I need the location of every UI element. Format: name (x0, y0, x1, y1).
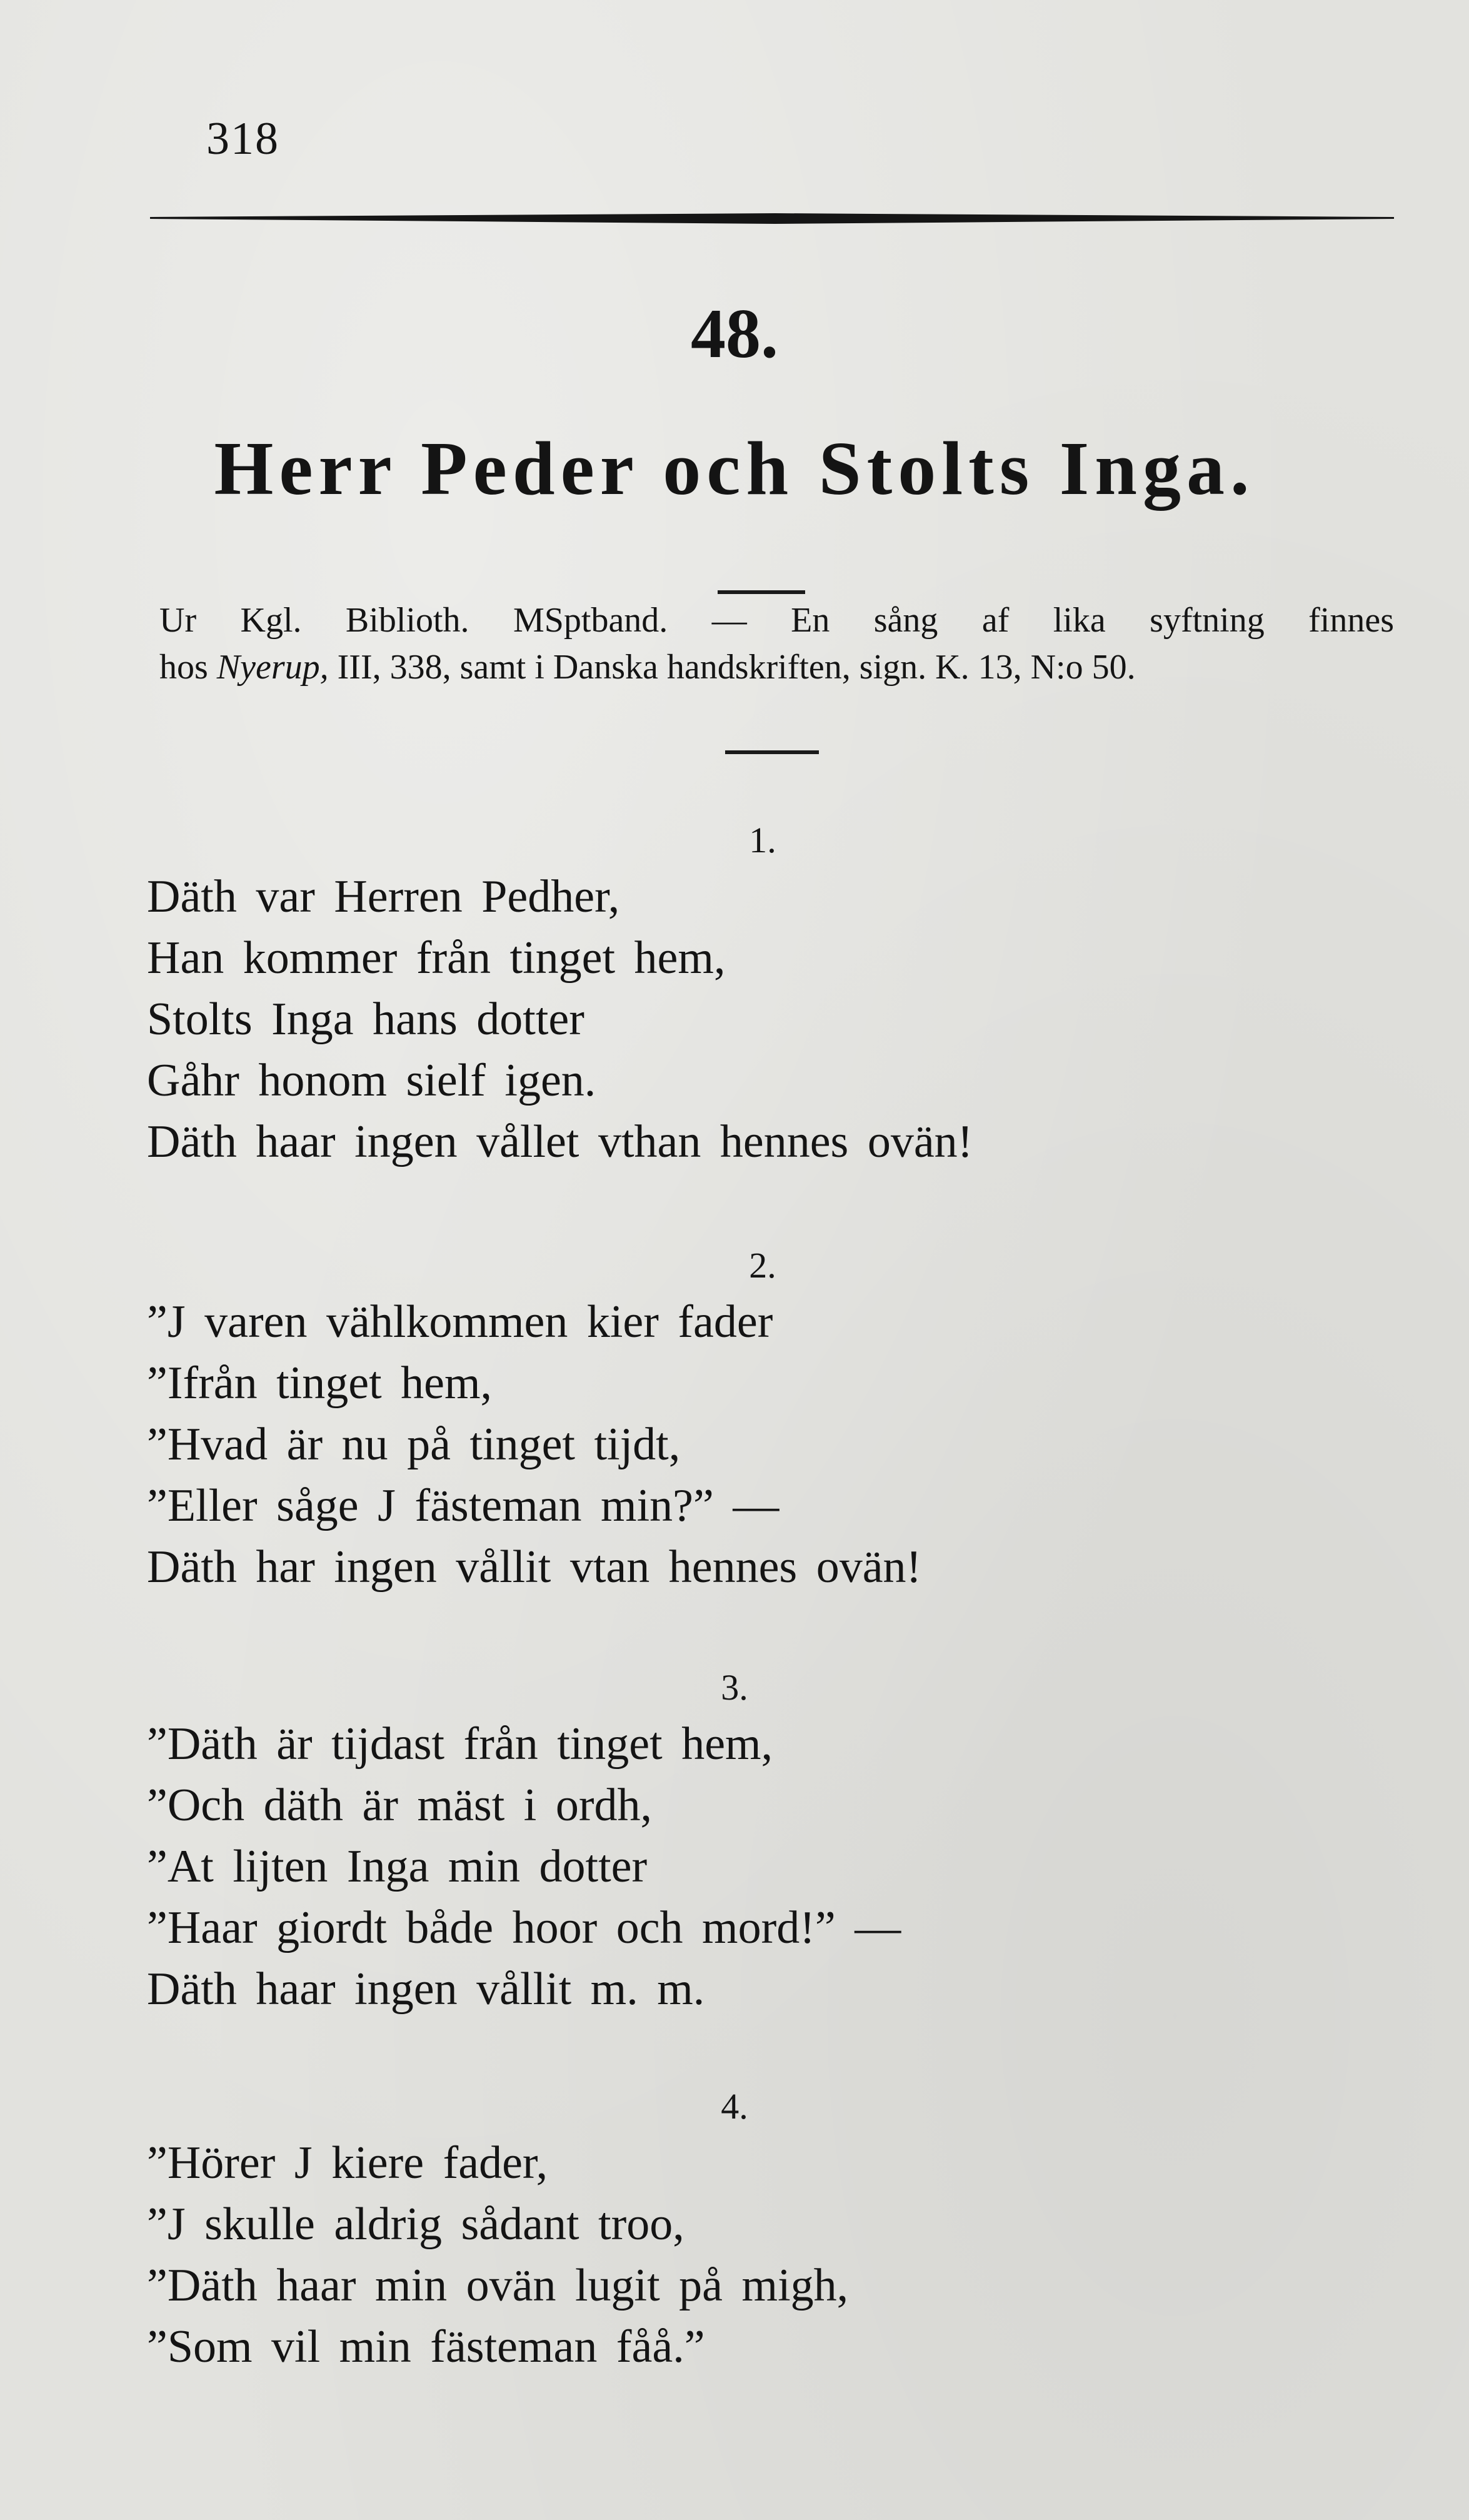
source-note (159, 597, 1394, 691)
source-divider (725, 750, 819, 754)
verse-line: ”Och däth är mäst i ordh, (147, 1780, 652, 1831)
source-suffix: III, 338, samt i Danska handskriften, sign. K. 13, N:o 50. (328, 648, 1136, 687)
stanza (147, 866, 1335, 1172)
verse-line: ”Haar giordt både hoor och mord!” — (147, 1902, 901, 1953)
title-divider (718, 590, 805, 594)
stanza (147, 1713, 1335, 2020)
verse-line: Han kommer från tinget hem, (147, 932, 726, 984)
verse-line: ”Hörer J kiere fader, (147, 2137, 548, 2189)
verse-line: Stolts Inga hans dotter (147, 994, 584, 1045)
verse-line: Gåhr honom sielf igen. (147, 1055, 596, 1106)
verse-line: ”Hvad är nu på tinget tijdt, (147, 1419, 681, 1470)
song-title: Herr Peder och Stolts Inga. (214, 426, 1255, 511)
stanza-number: 4. (721, 2086, 748, 2127)
stanza (147, 2132, 1335, 2377)
stanza-number: 1. (749, 820, 776, 860)
verse-line: ”Som vil min fästeman fåå.” (147, 2321, 705, 2372)
source-prefix: hos (159, 648, 217, 687)
verse-line: ”Ifrån tinget hem, (147, 1358, 493, 1409)
verse-line: Däth haar ingen vållit m. m. (147, 1963, 705, 2015)
top-rule (150, 211, 1394, 225)
verse-line: ”At lijten Inga min dotter (147, 1841, 648, 1892)
verse-line: Däth var Herren Pedher, (147, 871, 620, 922)
source-note-line-2 (159, 644, 1394, 691)
verse-line: Däth har ingen vållit vtan hennes ovän! (147, 1541, 922, 1593)
verse-line: ”Däth är tijdast från tinget hem, (147, 1718, 773, 1770)
verse-line: Däth haar ingen vållet vthan hennes ovän! (147, 1116, 973, 1167)
verse-line: ”J skulle aldrig sådant troo, (147, 2199, 684, 2250)
top-rule-graphic (150, 211, 1394, 225)
verse-line: ”Eller såge J fästeman min?” — (147, 1480, 780, 1531)
verse-line: ”Däth haar min ovän lugit på migh, (147, 2260, 849, 2311)
source-author: Nyerup, (216, 648, 329, 687)
page-number: 318 (206, 113, 279, 164)
stanza-number: 3. (721, 1667, 748, 1708)
stanza (147, 1291, 1335, 1598)
stanza-number: 2. (749, 1245, 776, 1286)
verse-line: ”J varen vählkommen kier fader (147, 1296, 773, 1348)
source-note-line-1: Ur Kgl. Biblioth. MSptband. — En sång af lika syftning finnes (159, 601, 1394, 640)
song-number: 48. (691, 295, 778, 373)
